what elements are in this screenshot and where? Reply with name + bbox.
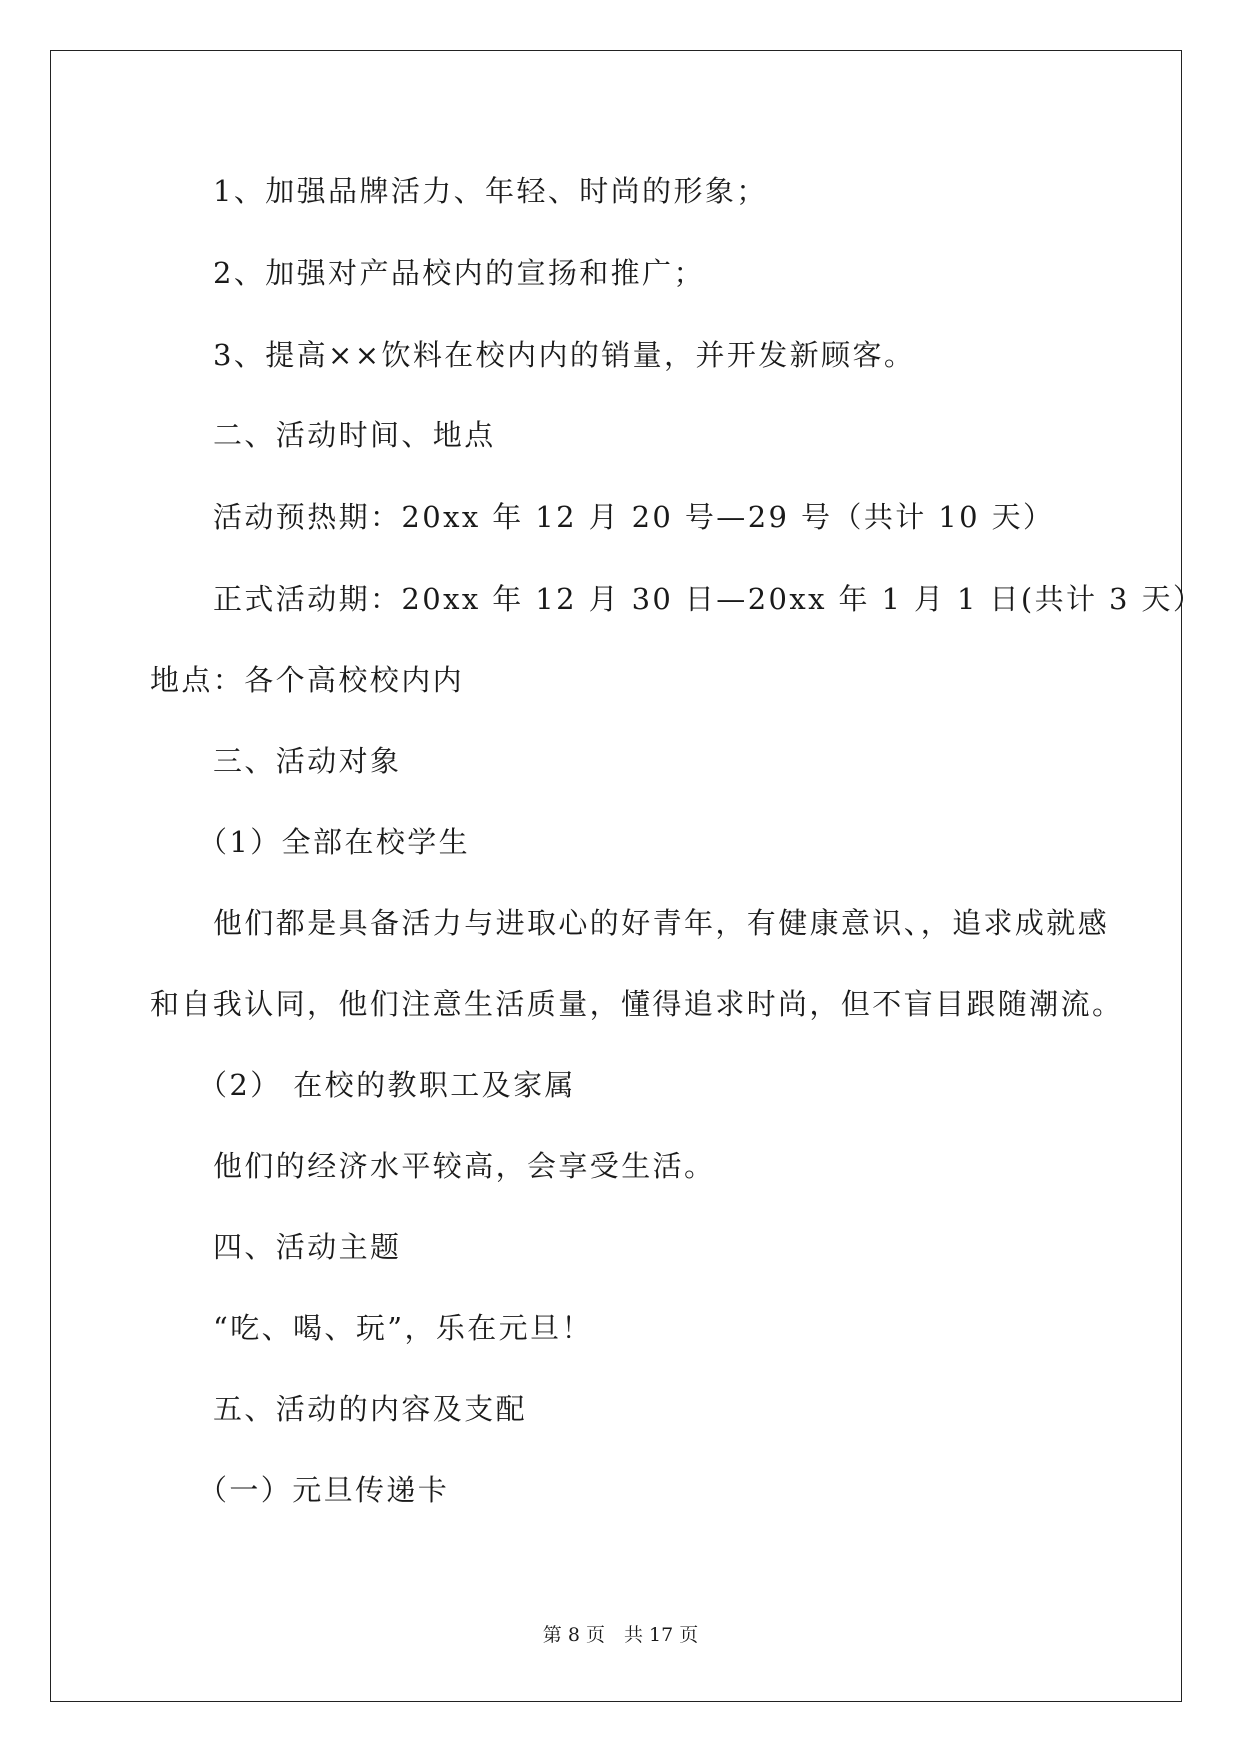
section-heading-content: 五、活动的内容及支配 <box>213 1392 528 1426</box>
section-heading-theme: 四、活动主题 <box>213 1230 402 1264</box>
theme-slogan: “吃、喝、玩”，乐在元旦！ <box>213 1311 593 1345</box>
location: 地点：各个高校校内内 <box>150 663 465 697</box>
audience-2-desc: 他们的经济水平较高，会享受生活。 <box>213 1149 716 1183</box>
warmup-period: 活动预热期：20xx 年 12 月 20 号—29 号（共计 10 天） <box>213 500 1055 534</box>
audience-2-heading: （2） 在校的教职工及家属 <box>198 1068 576 1102</box>
section-heading-time-place: 二、活动时间、地点 <box>213 418 496 452</box>
content-item-1: （一）元旦传递卡 <box>198 1473 450 1507</box>
objective-1: 1、加强品牌活力、年轻、时尚的形象； <box>213 174 768 208</box>
objective-2: 2、加强对产品校内的宣扬和推广； <box>213 256 705 290</box>
page-footer: 第 8 页 共 17 页 <box>542 1624 699 1646</box>
audience-1-desc-line-1: 他们都是具备活力与进取心的好青年，有健康意识、，追求成就感 <box>213 906 1110 940</box>
audience-1-heading: （1）全部在校学生 <box>198 825 471 859</box>
formal-period: 正式活动期：20xx 年 12 月 30 日—20xx 年 1 月 1 日(共计 3 天） <box>213 582 1205 616</box>
audience-1-desc-line-2: 和自我认同，他们注意生活质量，懂得追求时尚，但不盲目跟随潮流。 <box>150 987 1124 1021</box>
page-border <box>50 50 1182 1702</box>
objective-3: 3、提高××饮料在校内内的销量，并开发新顾客。 <box>213 338 916 372</box>
section-heading-audience: 三、活动对象 <box>213 744 402 778</box>
